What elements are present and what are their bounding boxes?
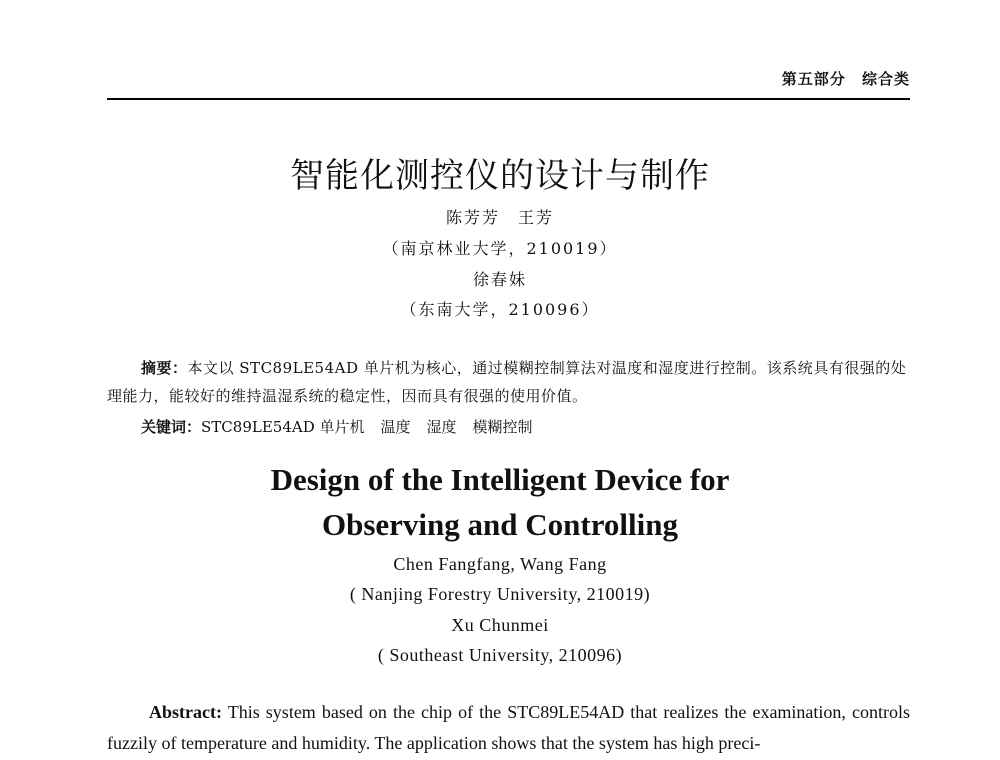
keyword: 温度 <box>380 418 411 436</box>
chinese-abstract <box>107 354 910 410</box>
chinese-title: 智能化测控仪的设计与制作 <box>290 156 710 196</box>
english-affiliation-1: ( Nanjing Forestry University, 210019) <box>349 584 651 604</box>
english-abstract-label: Abstract: <box>149 702 222 722</box>
english-affiliation-2: ( Southeast University, 210096) <box>377 645 623 665</box>
chinese-authors-1: 陈芳芳 王芳 <box>445 208 554 227</box>
section-header: 第五部分 综合类 <box>781 70 910 88</box>
english-authors-1: Chen Fangfang, Wang Fang <box>393 554 607 574</box>
chinese-keywords-label: 关键词： <box>141 418 202 436</box>
chinese-abstract-label: 摘要： <box>141 359 188 377</box>
chinese-affiliation-2: （东南大学，210096） <box>400 300 600 319</box>
keyword: STC89LE54AD 单片机 <box>201 418 365 436</box>
keyword: 模糊控制 <box>472 418 533 436</box>
english-title-line-2: Observing and Controlling <box>321 507 678 542</box>
english-title-line-1: Design of the Intelligent Device for <box>270 462 730 497</box>
english-abstract <box>107 697 910 759</box>
english-authors-2: Xu Chunmei <box>451 615 549 635</box>
keyword: 湿度 <box>426 418 457 436</box>
english-abstract-text: This system based on the chip of the STC89LE54AD that realizes the examination, controls fuzzily of temperature and humidity. The application shows that the system has high preci- <box>107 702 910 753</box>
chinese-authors-2: 徐春妹 <box>472 270 527 289</box>
chinese-keywords <box>141 416 549 437</box>
header-rule <box>107 98 910 100</box>
chinese-abstract-text: 本文以 STC89LE54AD 单片机为核心，通过模糊控制算法对温度和湿度进行控制。该系统具有很强的处理能力，能较好的维持温湿系统的稳定性，因而具有很强的使用价值。 <box>107 359 907 405</box>
chinese-affiliation-1: （南京林业大学，210019） <box>382 239 618 258</box>
